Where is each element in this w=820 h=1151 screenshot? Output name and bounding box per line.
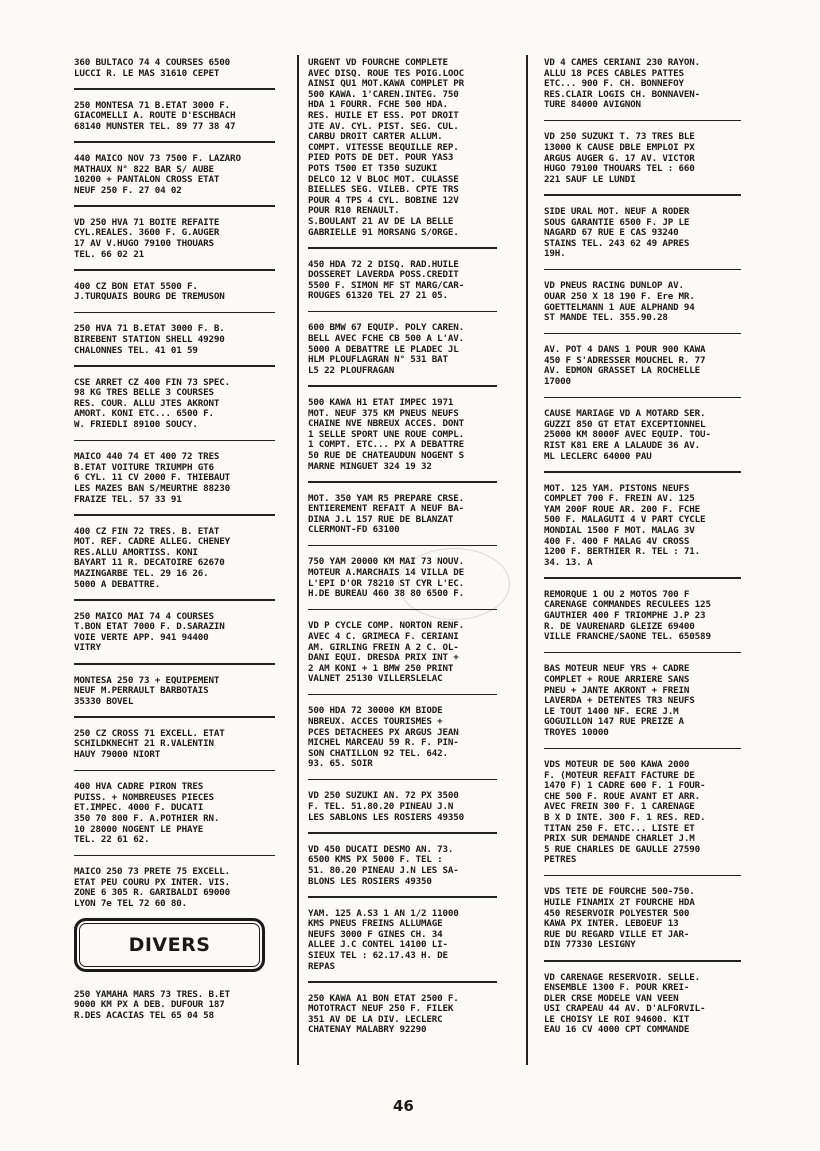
ad-divider — [74, 141, 275, 143]
ad-divider — [544, 397, 741, 399]
ad-divider — [74, 88, 275, 90]
classified-ad: 400 HVA CADRE PIRON TRES PUISS. + NOMBREUSES PIECES ET.IMPEC. 4000 F. DUCATI 350 70 800 F. A.POTHIER RN. 10 28000 NOGENT LE PHAYE TEL. 22 61 62. — [74, 781, 220, 846]
column-separator-2 — [526, 55, 528, 1065]
classified-ad: 400 CZ FIN 72 TRES. B. ETAT MOT. REF. CADRE ALLEG. CHENEY RES.ALLU AMORTISS. KONI BAYART 11 R. DECATOIRE 62670 MAZINGARBE TEL. 29 16 26. 5000 A DEBATTRE. — [74, 525, 231, 590]
classified-ad: 250 HVA 71 B.ETAT 3000 F. B. BIREBENT STATION SHELL 49290 CHALONNES TEL. 41 01 59 — [74, 323, 225, 356]
classified-ad: VD 450 DUCATI DESMO AN. 73. 6500 KMS PX 5000 F. TEL : 51. 80.20 PINEAU J.N LES SA- BLONS LES ROSIERS 49350 — [308, 843, 459, 887]
ad-divider — [308, 779, 497, 781]
ad-divider — [544, 120, 741, 122]
classified-ad: 250 KAWA A1 BON ETAT 2500 F. MOTOTRACT NEUF 250 F. FILEK 351 AV DE LA DIV. LECLERC CHATENAY MALABRY 92290 — [308, 992, 459, 1036]
ad-divider — [544, 875, 741, 877]
ad-divider — [544, 194, 741, 196]
ad-divider — [74, 514, 275, 516]
ad-divider — [308, 385, 497, 387]
classified-ad: BAS MOTEUR NEUF YRS + CADRE COMPLET + ROUE ARRIERE SANS PNEU + JANTE AKRONT + FREIN LAVERDA + DETENTES TR3 NEUFS LE TOUT 1400 NF. ECRE J.M GOGUILLON 147 RUE PREIZE A TROYES 10000 — [544, 663, 695, 738]
ad-divider — [308, 832, 497, 834]
ad-divider — [74, 312, 275, 314]
ad-divider — [308, 981, 497, 983]
classified-ad: VD 4 CAMES CERIANI 230 RAYON. ALLU 18 PCES CABLES PATTES ETC... 900 F. CH. BONNEFOY RES.CLAIR LOGIS CH. BONNAVEN- TURE 84000 AVIGNON — [544, 57, 701, 111]
classified-ad: 440 MAICO NOV 73 7500 F. LAZARO MATHAUX N° 822 BAR S/ AUBE 10200 + PANTALON CROSS ETAT NEUF 250 F. 27 04 02 — [74, 152, 241, 196]
classified-ad: 400 CZ BON ETAT 5500 F. J.TURQUAIS BOURG DE TREMUSON — [74, 280, 225, 303]
classified-ad: AV. POT 4 DANS 1 POUR 900 KAWA 450 F S'ADRESSER MOUCHEL R. 77 AV. EDMON GRASSET LA ROCHELLE 17000 — [544, 344, 706, 388]
classified-ad: 600 BMW 67 EQUIP. POLY CAREN. BELL AVEC FCHE CB 500 A L'AV. 5000 A DEBATTRE LE PLADEC JL HLM PLOUFLAGRAN N° 531 BAT L5 22 PLOUFRAGAN — [308, 322, 465, 376]
classified-ad: MOT. 350 YAM R5 PREPARE CRSE. ENTIEREMENT REFAIT A NEUF BA- DINA J.L 157 RUE DE BLANZAT CLERMONT-FD 63100 — [308, 492, 465, 536]
ad-divider — [308, 311, 497, 313]
ad-divider — [544, 471, 741, 473]
ad-divider — [308, 896, 497, 898]
column-3 — [544, 58, 758, 1036]
page-number: 46 — [393, 1097, 414, 1115]
classified-ad: 450 HDA 72 2 DISQ. RAD.HUILE DOSSERET LAVERDA POSS.CREDIT 5500 F. SIMON MF ST MARG/CAR- ROUGES 61320 TEL 27 21 05. — [308, 258, 465, 302]
column-1 — [74, 58, 292, 1021]
classified-ad: VD P CYCLE COMP. NORTON RENF. AVEC 4 C. GRIMECA F. CERIANI AM. GIRLING FREIN A 2 C. OL- DANI EQUI. DRESDA PRIX INT + 2 AM KONI + 1 BMW 250 PRINT VALNET 25130 VILLERSLELAC — [308, 620, 465, 685]
column-2 — [308, 58, 513, 1036]
classified-ad: 250 CZ CROSS 71 EXCELL. ETAT SCHILDKNECHT 21 R.VALENTIN HAUY 79000 NIORT — [74, 727, 225, 761]
classified-ad: URGENT VD FOURCHE COMPLETE AVEC DISQ. ROUE TES POIG.LOOC AINSI QU1 MOT.KAWA COMPLET PR 500 KAWA. 1'CAREN.INTEG. 750 HDA 1 FOURR. FCHE 500 HDA. RES. HUILE ET ESS. POT DROIT JTE AV. CYL. PIST. SEG. CUL. CARBU DROIT CARTER ALLUM. COMPT. VITESSE BEQUILLE REP. PIED POTS DE DET. POUR YAS3 POTS T500 ET T350 SUZUKI DELCO 12 V BLOC MOT. CULASSE BIELLES SEG. VILEB. CPTE TRS POUR 4 TPS 4 CYL. BOBINE 12V POUR R10 RENAULT. S.BOULANT 21 AV DE LA BELLE GABRIELLE 91 MORSANG S/ORGE. — [308, 57, 465, 238]
classified-ad: VD 250 SUZUKI AN. 72 PX 3500 F. TEL. 51.80.20 PINEAU J.N LES SABLONS LES ROSIERS 49350 — [308, 790, 465, 823]
ad-divider — [308, 694, 497, 696]
classified-ad: 750 YAM 20000 KM MAI 73 NOUV. MOTEUR A.MARCHAIS 14 VILLA DE L'EPI D'OR 78210 ST CYR L'EC. H.DE BUREAU 460 38 80 6500 F. — [308, 556, 465, 600]
ad-divider — [74, 855, 275, 857]
ad-divider — [544, 577, 741, 579]
classified-ad: VD 250 SUZUKI T. 73 TRES BLE 13000 K CAUSE DBLE EMPLOI PX ARGUS AUGER G. 17 AV. VICTOR HUGO 79100 THOUARS TEL : 660 221 SAUF LE LUNDI — [544, 131, 695, 185]
ad-divider — [544, 652, 741, 654]
ad-divider — [544, 333, 741, 335]
classified-ad: CSE ARRET CZ 400 FIN 73 SPEC. 98 KG TRES BELLE 3 COURSES RES. COUR. ALLU JTES AKRONT AMORT. KONI ETC... 6500 F. W. FRIEDLI 89100 SOUCY. — [74, 376, 231, 431]
ad-divider — [74, 269, 275, 271]
ad-divider — [74, 599, 275, 601]
classified-ad: CAUSE MARIAGE VD A MOTARD SER. GUZZI 850 GT ETAT EXCEPTIONNEL 25000 KM 8000F AVEC EQUIP. TOU- RIST K81 ERE A LALAUDE 36 AV. ML LECLERC 64000 PAU — [544, 408, 711, 462]
divers-title: DIVERS — [128, 933, 211, 956]
ad-divider — [308, 545, 497, 547]
classified-ad: 500 KAWA H1 ETAT IMPEC 1971 MOT. NEUF 375 KM PNEUS NEUFS CHAINE NVE NBREUX ACCES. DONT 1 SELLE SPORT UNE ROUE COMPL. 1 COMPT. ETC... PX A DEBATTRE 50 RUE DE CHATEAUDUN NOGENT S MARNE MINGUET 324 19 32 — [308, 396, 465, 472]
classified-ad: 250 MONTESA 71 B.ETAT 3000 F. GIACOMELLI A. ROUTE D'ESCHBACH 68140 MUNSTER TEL. 89 77 38 47 — [74, 99, 236, 132]
classified-ad: VD 250 HVA 71 BOITE REFAITE CYL.REALES. 3600 F. G.AUGER 17 AV V.HUGO 79100 THOUARS TEL. 66 02 21 — [74, 216, 220, 260]
ad-divider — [544, 960, 741, 962]
classified-ad: VD CARENAGE RESERVOIR. SELLE. ENSEMBLE 1300 F. POUR KREI- DLER CRSE MODELE VAN VEEN USI CRAPEAU 44 AV. D'ALFORVIL- LE CHOISY LE ROI 94600. KIT EAU 16 CV 4000 CPT COMMANDE — [544, 971, 706, 1036]
classified-ad: 360 BULTACO 74 4 COURSES 6500 LUCCI R. LE MAS 31610 CEPET — [74, 57, 231, 79]
ad-divider — [308, 247, 497, 249]
ad-divider — [308, 481, 497, 483]
ad-divider — [74, 365, 275, 367]
classified-ad: YAM. 125 A.S3 1 AN 1/2 11000 KMS PNEUS FREINS ALLUMAGE NEUFS 3000 F GINES CH. 34 ALLEE J.C CONTEL 14100 LI- SIEUX TEL : 62.17.43 H. DE REPAS — [308, 907, 459, 972]
ad-divider — [544, 269, 741, 271]
classified-ad: MAICO 440 74 ET 400 72 TRES B.ETAT VOITURE TRIUMPH GT6 6 CYL. 11 CV 2000 F. THIEBAUT LES MAZES BAN S/MEURTHE 88230 FRAIZE TEL. 57 33 91 — [74, 451, 231, 505]
classified-ad: REMORQUE 1 OU 2 MOTOS 700 F CARENAGE COMMANDES RECULEES 125 GAUTHIER 400 F TRIOMPHE J.P 23 R. DE VAURENARD GLEIZE 69400 VILLE FRANCHE/SAONE TEL. 650589 — [544, 588, 711, 643]
classified-ad: MOT. 125 YAM. PISTONS NEUFS COMPLET 700 F. FREIN AV. 125 YAM 200F ROUE AR. 200 F. FCHE 500 F. MALAGUTI 4 V PART CYCLE MONDIAL 1500 F MOT. MALAG 3V 400 F. 400 F MALAG 4V CROSS 1200 F. BERTHIER R. TEL : 71. 34. 13. A — [544, 482, 706, 568]
ad-divider — [74, 770, 275, 772]
ad-divider — [74, 663, 275, 665]
classified-ad: 250 MAICO MAI 74 4 COURSES T.BON ETAT 7000 F. D.SARAZIN VOIE VERTE APP. 941 94400 VITRY — [74, 610, 225, 654]
ad-divider — [74, 440, 275, 442]
classified-ad: MONTESA 250 73 + EQUIPEMENT NEUF M.PERRAULT BARBOTAIS 35330 BOVEL — [74, 674, 220, 707]
classified-ad: VDS TETE DE FOURCHE 500-750. HUILE FINAMIX 2T FOURCHE HDA 450 RESERVOIR POLYESTER 500 KAWA PX INTER. LEBOEUF 13 RUE DU REGARD VILLE ET JAR- DIN 77330 LESIGNY — [544, 886, 695, 951]
ad-divider — [74, 205, 275, 207]
ad-divider — [308, 609, 497, 611]
column-separator-1 — [297, 55, 299, 1065]
ad-divider — [74, 716, 275, 718]
ad-divider — [544, 748, 741, 750]
classified-ad: 500 HDA 72 30000 KM BIODE NBREUX. ACCES TOURISMES + PCES DETACHEES PX ARGUS JEAN MICHEL MARCEAU 59 R. F. PIN- SON CHATILLON 92 TEL. 642. 93. 65. SOIR — [308, 705, 459, 770]
classified-ad: VDS MOTEUR DE 500 KAWA 2000 F. (MOTEUR REFAIT FACTURE DE 1470 F) 1 CADRE 600 F. 1 FOUR- CHE 500 F. ROUE AVANT ET ARR. AVEC FREIN 300 F. 1 CARENAGE B X D INTE. 300 F. 1 RES. RED. TITAN 250 F. ETC... LISTE ET PRIX SUR DEMANDE CHARLET J.M 5 RUE CHARLES DE GAULLE 27590 PETRES — [544, 759, 706, 866]
classified-ad: VD PNEUS RACING DUNLOP AV. OUAR 250 X 18 190 F. Ere MR. GOETTELMANN 1 AUE ALPHAND 94 ST MANDE TEL. 355.90.28 — [544, 280, 695, 324]
classified-ad: MAICO 250 73 PRETE 75 EXCELL. ETAT PEU COURU PX INTER. VIS. ZONE 6 305 R. GARIBALDI 69000 LYON 7e TEL 72 60 80. — [74, 866, 231, 909]
classified-ad: 250 YAMAHA MARS 73 TRES. B.ET 9000 KM PX A DEB. DUFOUR 187 R.DES ACACIAS TEL 65 04 58 — [74, 988, 231, 1021]
classified-ad: SIDE URAL MOT. NEUF A RODER SOUS GARANTIE 6500 F. JP LE NAGARD 67 RUE E CAS 93240 STAINS TEL. 243 62 49 APRES 19H. — [544, 205, 690, 260]
divers-section-header — [74, 918, 265, 972]
